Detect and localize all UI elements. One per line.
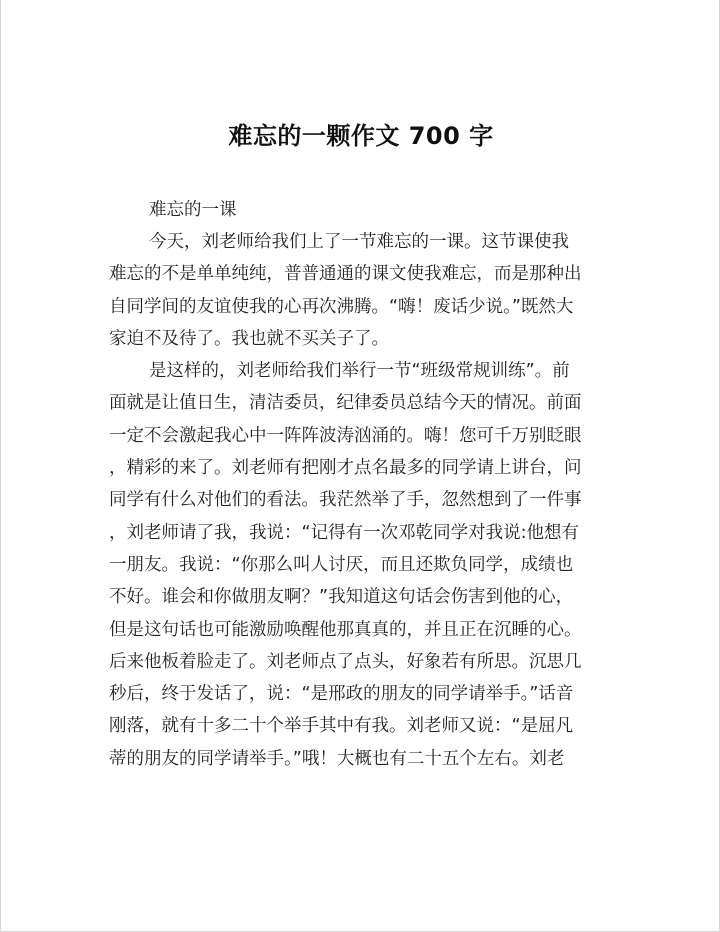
text-line: 自同学间的友谊使我的心再次沸腾。“嗨！废话少说。”既然大 — [109, 296, 574, 317]
text-line: 今天，刘老师给我们上了一节难忘的一课。这节课使我 — [149, 232, 569, 252]
text-line: 面就是让值日生，清洁委员，纪律委员总结今天的情况。前面 — [109, 393, 582, 414]
paragraph-2 — [109, 355, 615, 775]
document-title: 难忘的一颗作文 700 字 — [228, 122, 494, 150]
text-line: 不好。谁会和你做朋友啊？”我知道这句话会伤害到他的心， — [109, 587, 574, 608]
text-line: 蒂的朋友的同学请举手。”哦！大概也有二十五个左右。刘老 — [109, 748, 565, 769]
text-line: 一朋友。我说：“你那么叫人讨厌，而且还欺负同学，成绩也 — [109, 554, 574, 575]
text-line: 后来他板着脸走了。刘老师点了点头，好象若有所思。沉思几 — [109, 651, 582, 672]
text-line: 家迫不及待了。我也就不买关子了。 — [109, 328, 389, 349]
text-line: 秒后，终于发话了，说：“是邢政的朋友的同学请举手。”话音 — [109, 684, 574, 705]
text-line: 刚落，就有十多二十个举手其中有我。刘老师又说：“是屈凡 — [109, 716, 574, 737]
text-line: ，刘老师请了我，我说：“记得有一次邓乾同学对我说:他想有 — [109, 522, 579, 543]
section-subtitle: 难忘的一课 — [149, 200, 237, 220]
text-line: 但是这句话也可能激励唤醒他那真真的，并且正在沉睡的心。 — [109, 619, 582, 640]
text-line: 是这样的，刘老师给我们举行一节“班级常规训练”。前 — [149, 361, 570, 382]
text-line: 同学有什么对他们的看法。我茫然举了手，忽然想到了一件事 — [109, 490, 582, 511]
paragraph-1 — [109, 226, 615, 355]
document-body — [109, 194, 615, 775]
text-line: ，精彩的来了。刘老师有把刚才点名最多的同学请上讲台，问 — [109, 458, 582, 479]
text-line: 一定不会激起我心中一阵阵波涛汹涌的。嗨！您可千万别眨眼 — [109, 425, 582, 446]
text-line: 难忘的不是单单纯纯，普普通通的课文使我难忘，而是那种出 — [109, 264, 582, 285]
